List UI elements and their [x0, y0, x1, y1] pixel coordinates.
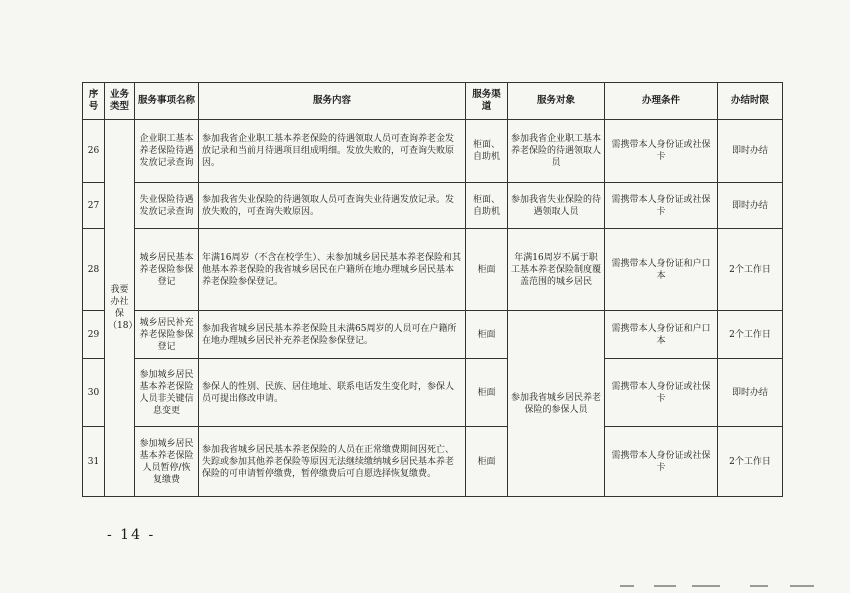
- table-row: [83, 183, 783, 229]
- row-condition: 需携带本人身份证或社保卡: [605, 359, 718, 427]
- row-seq: 30: [83, 359, 105, 427]
- row-condition: 需携带本人身份证或社保卡: [605, 183, 718, 229]
- shared-target-cell: 参加我省城乡居民养老保险的参保人员: [508, 311, 605, 497]
- row-name: 失业保险待遇发放记录查询: [135, 183, 199, 229]
- header-name: 服务事项名称: [135, 83, 199, 120]
- row-seq: 27: [83, 183, 105, 229]
- header-row: [83, 83, 783, 120]
- table-row: [83, 427, 783, 497]
- header-condition: 办理条件: [605, 83, 718, 120]
- row-condition: 需携带本人身份证或社保卡: [605, 427, 718, 497]
- row-channel: 柜面、自助机: [466, 183, 508, 229]
- header-target: 服务对象: [508, 83, 605, 120]
- row-channel: 柜面: [466, 229, 508, 311]
- row-content: 参加我省企业职工基本养老保险的待遇领取人员可查询养老金发放记录和当前月待遇项目组成明细。发放失败的，可查询失败原因。: [199, 120, 466, 183]
- page-number: - 14 -: [107, 527, 156, 543]
- header-seq: 序号: [83, 83, 105, 120]
- row-condition: 需携带本人身份证和户口本: [605, 229, 718, 311]
- row-condition: 需携带本人身份证或社保卡: [605, 120, 718, 183]
- table-row: [83, 311, 783, 359]
- header-channel: 服务渠道: [466, 83, 508, 120]
- row-seq: 26: [83, 120, 105, 183]
- header-content: 服务内容: [199, 83, 466, 120]
- row-name: 企业职工基本养老保险待遇发放记录查询: [135, 120, 199, 183]
- category-cell: 我要办社保（18）: [105, 120, 135, 497]
- row-content: 参保人的性别、民族、居住地址、联系电话发生变化时，参保人员可提出修改申请。: [199, 359, 466, 427]
- row-name: 城乡居民基本养老保险参保登记: [135, 229, 199, 311]
- service-table: [82, 82, 783, 497]
- scan-marks: [620, 585, 820, 588]
- row-time: 即时办结: [718, 183, 783, 229]
- row-condition: 需携带本人身份证和户口本: [605, 311, 718, 359]
- row-target: 年满16周岁不属于职工基本养老保险制度覆盖范围的城乡居民: [508, 229, 605, 311]
- row-time: 2个工作日: [718, 427, 783, 497]
- row-channel: 柜面: [466, 359, 508, 427]
- row-name: 参加城乡居民基本养老保险人员暂停/恢复缴费: [135, 427, 199, 497]
- row-seq: 28: [83, 229, 105, 311]
- row-name: 城乡居民补充养老保险参保登记: [135, 311, 199, 359]
- row-channel: 柜面: [466, 311, 508, 359]
- row-content: 参加我省失业保险的待遇领取人员可查询失业待遇发放记录。发放失败的，可查询失败原因。: [199, 183, 466, 229]
- row-channel: 柜面、自助机: [466, 120, 508, 183]
- table-row: [83, 229, 783, 311]
- header-time: 办结时限: [718, 83, 783, 120]
- row-target: 参加我省企业职工基本养老保险的待遇领取人员: [508, 120, 605, 183]
- row-content: 年满16周岁（不含在校学生）、未参加城乡居民基本养老保险和其他基本养老保险的我省城乡居民在户籍所在地办理城乡居民基本养老保险参保登记。: [199, 229, 466, 311]
- row-content: 参加我省城乡居民基本养老保险且未满65周岁的人员可在户籍所在地办理城乡居民补充养老保险参保登记。: [199, 311, 466, 359]
- row-channel: 柜面: [466, 427, 508, 497]
- table-row: [83, 359, 783, 427]
- row-time: 即时办结: [718, 359, 783, 427]
- row-content: 参加我省城乡居民基本养老保险的人员在正常缴费期间因死亡、失踪或参加其他养老保险等原因无法继续缴纳城乡居民基本养老保险的可申请暂停缴费，暂停缴费后可自愿选择恢复缴费。: [199, 427, 466, 497]
- row-target: 参加我省失业保险的待遇领取人员: [508, 183, 605, 229]
- row-time: 即时办结: [718, 120, 783, 183]
- header-type: 业务类型: [105, 83, 135, 120]
- row-time: 2个工作日: [718, 229, 783, 311]
- row-name: 参加城乡居民基本养老保险人员非关键信息变更: [135, 359, 199, 427]
- row-seq: 31: [83, 427, 105, 497]
- row-seq: 29: [83, 311, 105, 359]
- table-row: [83, 120, 783, 183]
- row-time: 2个工作日: [718, 311, 783, 359]
